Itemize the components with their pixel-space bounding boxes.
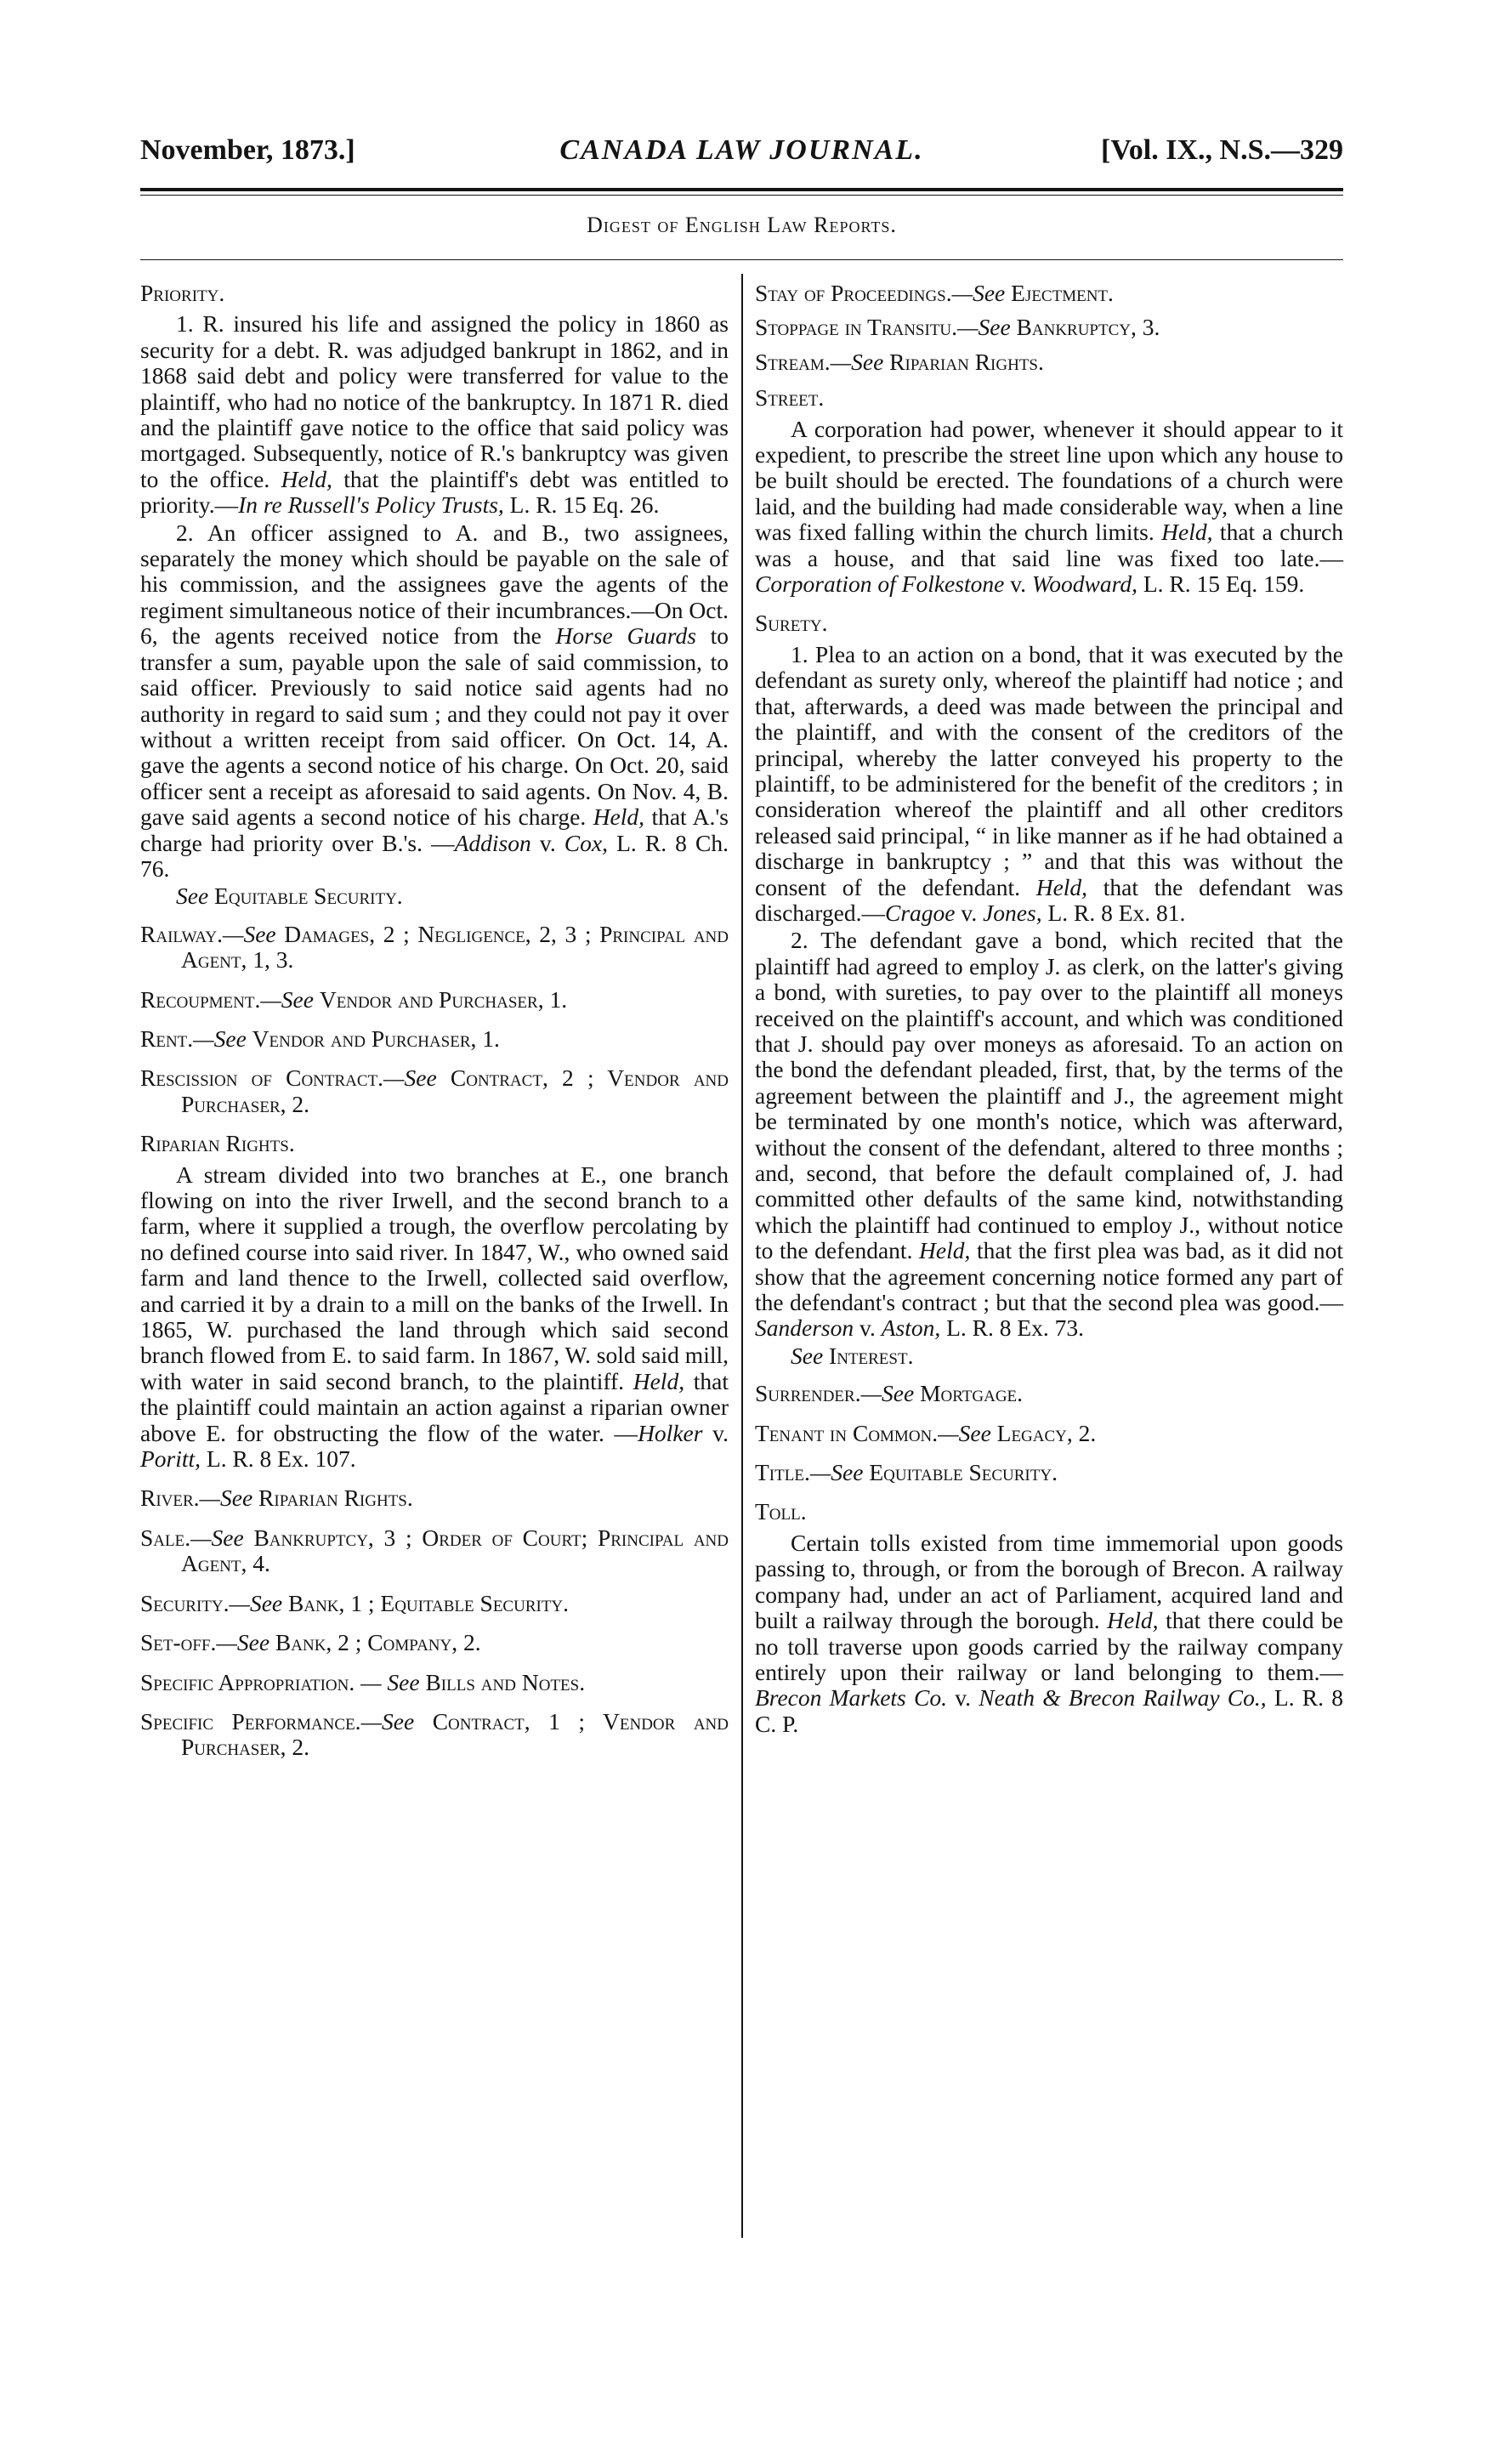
entry-stoppage-in-transitu: Stoppage in Transitu.—See Bankruptcy, 3. [755,314,1160,341]
case-name: Poritt, [140,1445,201,1473]
case-name: Addison [454,829,531,856]
entry-river: River.—See Riparian Rights. [140,1485,413,1512]
header-rule-thin [140,195,1343,196]
priority-see-also: See Equitable Security. [176,883,403,910]
entry-title-toll: Toll. [755,1498,807,1525]
priority-paragraph-2: 2. An officer assigned to A. and B., two assignees, separately the money which should be payable on the sale of his commission, and the assignees gave the agents of the regiment simultaneous notice of their incumbrances.—On Oct. 6, the agents received notice from the Horse Guards to transfer a sum, payable upon the sale of said commission, to said officer. Previously to said notice said agents had no authority in regard to said sum ; and they could not pay it over without a written receipt from said officer. On Oct. 14, A. gave the agents a second notice of his charge. On Oct. 20, said officer sent a receipt as aforesaid to said agents. On Nov. 4, B. gave said agents a second notice of his charge. Held, that A.'s charge had priority over B.'s. —Addison v. Cox, L. R. 8 Ch. 76. [140,519,729,882]
case-name: Sanderson [755,1314,854,1342]
entry-title-riparian-rights: Riparian Rights. [140,1130,295,1157]
header-rule-thick [140,188,1343,191]
case-name: Aston, [881,1314,941,1342]
case-name: Brecon Markets Co. [755,1684,947,1712]
priority-paragraph-1: 1. R. insured his life and assigned the policy in 1860 as security for a debt. R. was adjudged bankrupt in 1862, and in 1868 said debt and policy were transferred for value to the plaintiff, who had no notice of the bankruptcy. In 1871 R. died and the plaintiff gave notice to the office that said policy was mortgaged. Subsequently, notice of R.'s bankruptcy was given to the office. Held, that the plaintiff's debt was entitled to priority.—In re Russell's Policy Trusts, L. R. 15 Eq. 26. [140,310,729,519]
left-column [140,281,729,1774]
entry-title-surety: Surety. [755,610,828,637]
case-name: In re Russell's Policy Trusts, [238,491,504,519]
case-name: Holker [638,1419,703,1446]
entry-railway: Railway.—See Damages, 2 ; Negligence, 2, 3 ; Principal and Agent, 1, 3. [140,920,729,974]
entry-rescission-of-contract: Rescission of Contract.—See Contract, 2 ; Vendor and Purchaser, 2. [140,1065,729,1117]
entry-title: Title.—See Equitable Security. [755,1459,1058,1486]
entry-stream: Stream.—See Riparian Rights. [755,348,1044,375]
entry-recoupment: Recoupment.—See Vendor and Purchaser, 1. [140,985,568,1013]
riparian-paragraph: A stream divided into two branches at E., one branch flowing on into the river Irwell, and the second branch to a farm, where it supplied a trough, the overflow percolating by no defined course into said river. In 1847, W., who owned said farm and land thence to the Irwell, collected said overflow, and carried it by a drain to a mill on the banks of the Irwell. In 1865, W. purchased the land through which said second branch flowed from E. to said farm. In 1867, W. sold said mill, with water in said second branch, to the plaintiff. Held, that the plaintiff could maintain an action against a riparian owner above E. for obstructing the flow of the water. —Holker v. Poritt, L. R. 8 Ex. 107. [140,1161,729,1473]
entry-sale: Sale.—See Bankruptcy, 3 ; Order of Court; Principal and Agent, 4. [140,1524,729,1577]
entry-specific-performance: Specific Performance.—See Contract, 1 ; Vendor and Purchaser, 2. [140,1707,729,1761]
case-name: Jones, [983,899,1042,926]
entry-specific-appropriation: Specific Appropriation. — See Bills and Notes. [140,1668,586,1695]
header-date: November, 1873.] [140,134,355,166]
section-heading: Digest of English Law Reports. [587,213,897,237]
right-column [755,281,1343,1739]
case-name: Cragoe [885,899,956,926]
entry-security: Security.—See Bank, 1 ; Equitable Security. [140,1589,570,1616]
case-name: Corporation of Folkestone [755,571,1005,598]
entry-rent: Rent.—See Vendor and Purchaser, 1. [140,1025,500,1052]
entry-set-off: Set-off.—See Bank, 2 ; Company, 2. [140,1629,481,1656]
volume-page: [Vol. IX., N.S.—329 [1101,134,1343,166]
case-name: Neath & Brecon Railway Co., [979,1684,1267,1712]
entry-tenant-in-common: Tenant in Common.—See Legacy, 2. [755,1419,1097,1446]
journal-title: CANADA LAW JOURNAL. [559,134,924,166]
running-header [140,134,1343,175]
entry-title-priority: Priority. [140,280,225,306]
section-rule [140,259,1343,260]
entry-title-street: Street. [755,384,825,412]
surety-see-also: See Interest. [791,1342,914,1369]
case-name: Woodward, [1031,571,1137,598]
toll-paragraph: Certain tolls existed from time immemorial upon goods passing to, through, or from the borough of Brecon. A railway company had, under an act of Parliament, acquired land and built a railway through the borough. Held, that there could be no toll traverse upon goods carried by the railway company entirely upon their railway or land belonging to them.—Brecon Markets Co. v. Neath & Brecon Railway Co., L. R. 8 C. P. [755,1529,1344,1737]
entry-surrender: Surrender.—See Mortgage. [755,1380,1024,1407]
entry-stay-of-proceedings: Stay of Proceedings.—See Ejectment. [755,280,1114,306]
column-divider [741,274,743,2238]
surety-paragraph-2: 2. The defendant gave a bond, which recited that the plaintiff had agreed to employ J. as clerk, on the latter's giving a bond, with sureties, to pay over to the plaintiff all moneys received on the plaintiff's account, and which was conditioned that J. should pay over moneys as aforesaid. To an action on the bond the defendant pleaded, first, that, by the terms of the agreement between the plaintiff and J., the agreement might be terminated by one month's notice, which was afterward, without the consent of the defendant, altered to three months ; and, second, that before the default complained of, J. had committed other defaults of the same kind, notwithstanding which the plaintiff had continued to employ J., without notice to the defendant. Held, that the first plea was bad, as it did not show that the agreement concerning notice formed any part of the defendant's contract ; but that the second plea was good.—Sanderson v. Aston, L. R. 8 Ex. 73. [755,927,1343,1342]
case-name: Cox, [564,829,608,856]
surety-paragraph-1: 1. Plea to an action on a bond, that it was executed by the defendant as surety only, whereof the plaintiff had notice ; and that, afterwards, a deed was made between the principal and the plaintiff, and with the consent of the creditors of the principal, whereby the latter conveyed his property to the plaintiff, to be administered for the benefit of the creditors ; in consideration whereof the plaintiff and all other creditors released said principal, “ in like manner as if he had obtained a discharge in bankruptcy ; ” and that this was without the consent of the defendant. Held, that the defendant was discharged.—Cragoe v. Jones, L. R. 8 Ex. 81. [755,640,1343,926]
street-paragraph: A corporation had power, whenever it should appear to it expedient, to prescribe the street line upon which any house to be built should be erected. The foundations of a church were laid, and the building had made considerable way, when a line was fixed falling within the church limits. Held, that a church was a house, and that said line was fixed too late.—Corporation of Folkestone v. Woodward, L. R. 15 Eq. 159. [755,415,1344,598]
